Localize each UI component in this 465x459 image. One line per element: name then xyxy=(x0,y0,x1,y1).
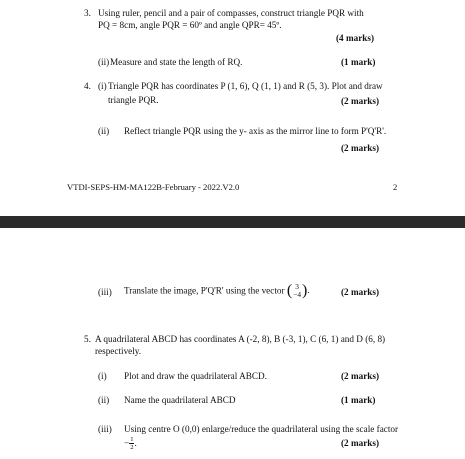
question-text: respectively. xyxy=(95,346,142,356)
subquestion-text: Translate the image, P'Q'R' using the vector ( 3 −4 ). xyxy=(124,282,310,299)
subquestion-text: Name the quadrilateral ABCD xyxy=(124,395,236,405)
marks-label: (2 marks) xyxy=(341,143,380,153)
marks-label: (2 marks) xyxy=(341,96,380,106)
subquestion-text: Plot and draw the quadrilateral ABCD. xyxy=(124,371,267,381)
subquestion-label: (iii) xyxy=(98,287,112,297)
subquestion-label: (i) xyxy=(98,81,107,91)
marks-label: (4 marks) xyxy=(336,33,375,43)
question-text: Using ruler, pencil and a pair of compasses, construct triangle PQR with xyxy=(98,8,364,18)
subquestion-label: (ii) xyxy=(98,395,110,405)
question-number: 5. xyxy=(84,334,91,344)
vector-top: 3 xyxy=(295,282,299,291)
page-number: 2 xyxy=(393,182,398,192)
question-text: PQ = 8cm, angle PQR = 60º and angle QPR= 45º. xyxy=(98,20,282,30)
scale-factor-fraction: $\frac{1}{2}$ xyxy=(130,436,134,451)
page-break-divider xyxy=(0,216,465,228)
subquestion-text: Triangle PQR has coordinates P (1, 6), Q (1, 1) and R (5, 3). Plot and draw xyxy=(108,81,383,91)
subquestion-label: (iii) xyxy=(98,424,112,434)
marks-label: (1 mark) xyxy=(341,57,376,67)
subquestion-text: Measure and state the length of RQ. xyxy=(110,57,243,67)
subquestion-text: Using centre O (0,0) enlarge/reduce the quadrilateral using the scale factor xyxy=(124,424,399,434)
subquestion-label: (ii) xyxy=(98,57,110,67)
subquestion-label: (i) xyxy=(98,371,107,381)
page-footer: VTDI-SEPS-HM-MA122B-February - 2022.V2.0 xyxy=(67,182,240,192)
marks-label: (2 marks) xyxy=(341,371,380,381)
marks-label: (2 marks) xyxy=(341,287,380,297)
scale-factor: − $\frac{1}{2}$ . xyxy=(124,436,137,451)
marks-label: (2 marks) xyxy=(341,438,380,448)
question-text: A quadrilateral ABCD has coordinates A (-2, 8), B (-3, 1), C (6, 1) and D (6, 8) xyxy=(95,334,386,344)
subquestion-text: triangle PQR. xyxy=(108,95,159,105)
subquestion-label: (ii) xyxy=(98,126,110,136)
question-number: 3. xyxy=(84,8,91,18)
vector-bottom: −4 xyxy=(293,290,302,299)
subquestion-text: Reflect triangle PQR using the y- axis as the mirror line to form P'Q'R'. xyxy=(124,126,387,136)
translation-vector: ( 3 −4 ) xyxy=(286,282,308,299)
marks-label: (1 mark) xyxy=(341,395,376,405)
question-number: 4. xyxy=(84,81,91,91)
